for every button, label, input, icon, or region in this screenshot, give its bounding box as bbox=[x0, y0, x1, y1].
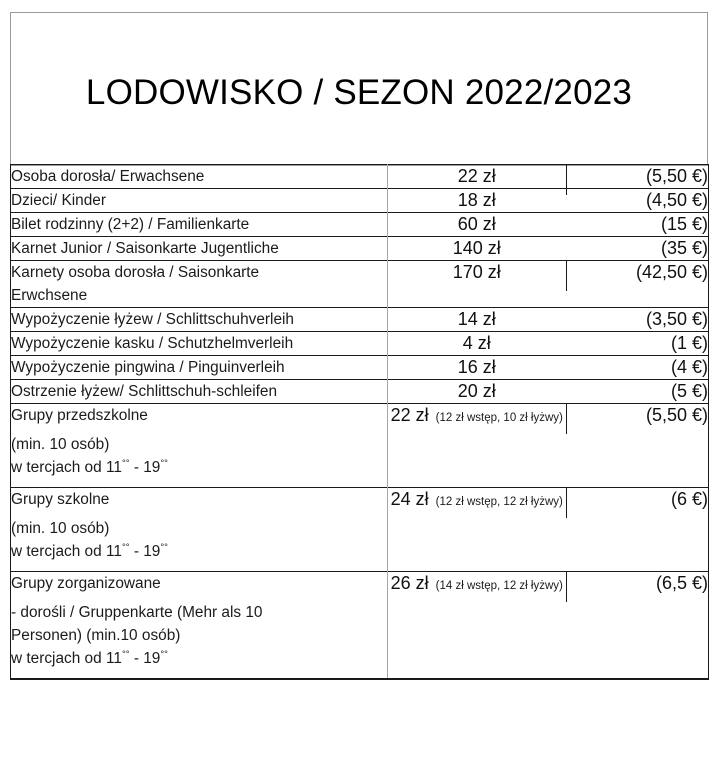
row-label-line2b: Personen) (min.10 osób) bbox=[11, 627, 181, 644]
row-label-line2: (min. 10 osób) bbox=[11, 436, 110, 453]
price-rows-table bbox=[10, 164, 709, 680]
row-price-pln: 16 zł bbox=[388, 356, 566, 380]
row-price-eur: (3,50 €) bbox=[566, 308, 709, 332]
row-price-pln: 22 zł bbox=[388, 165, 566, 189]
row-label: Osoba dorosła/ Erwachsene bbox=[11, 165, 388, 189]
table-row bbox=[11, 261, 709, 308]
row-price-eur-text: (5,50 €) bbox=[645, 166, 708, 186]
table-row-group bbox=[11, 488, 709, 572]
row-price-eur bbox=[566, 165, 709, 189]
row-price-note: (12 zł wstęp, 12 zł łyżwy) bbox=[435, 496, 563, 508]
row-price-note: (12 zł wstęp, 10 zł łyżwy) bbox=[435, 412, 563, 424]
row-price-eur: (15 €) bbox=[566, 213, 709, 237]
degree-sup-start: °° bbox=[121, 648, 130, 660]
row-label-line3 bbox=[11, 540, 387, 563]
row-price-note: (14 zł wstęp, 12 zł łyżwy) bbox=[435, 580, 563, 592]
row-price-eur bbox=[566, 488, 709, 572]
row-label-line3-mid: - 19 bbox=[129, 543, 161, 560]
row-label-line3-mid: - 19 bbox=[129, 650, 161, 667]
title-table bbox=[10, 12, 708, 166]
row-price-eur: (1 €) bbox=[566, 332, 709, 356]
row-price-eur: (35 €) bbox=[566, 237, 709, 261]
row-price-eur-text: (6 €) bbox=[670, 489, 708, 509]
table-row-group bbox=[11, 572, 709, 680]
page-title: LODOWISKO / SEZON 2022/2023 bbox=[85, 73, 633, 112]
row-price-eur-text: (42,50 €) bbox=[635, 262, 708, 282]
table-row bbox=[11, 165, 709, 189]
row-label-line3 bbox=[11, 456, 387, 479]
column-divider bbox=[566, 261, 567, 291]
table-row bbox=[11, 332, 709, 356]
row-label: Bilet rodzinny (2+2) / Familienkarte bbox=[11, 213, 388, 237]
row-price-pln-text: 24 zł bbox=[390, 489, 429, 509]
row-price-eur bbox=[566, 572, 709, 680]
row-price-eur-text: (6,5 €) bbox=[655, 573, 708, 593]
row-label: Karnet Junior / Saisonkarte Jugentliche bbox=[11, 237, 388, 261]
table-row bbox=[11, 213, 709, 237]
row-label-line3-text: w tercjach od 11 bbox=[11, 459, 122, 476]
row-label-line3 bbox=[11, 647, 387, 670]
row-price-pln bbox=[388, 488, 566, 572]
row-label-line2: Erwchsene bbox=[11, 287, 88, 304]
row-label: Ostrzenie łyżew/ Schlittschuh-schleifen bbox=[11, 380, 388, 404]
row-price-pln bbox=[388, 572, 566, 680]
row-label: Wypożyczenie pingwina / Pinguinverleih bbox=[11, 356, 388, 380]
row-label bbox=[11, 488, 388, 572]
row-label-line3-text: w tercjach od 11 bbox=[11, 543, 122, 560]
row-label-line3-mid: - 19 bbox=[129, 459, 161, 476]
row-price-pln: 60 zł bbox=[388, 213, 566, 237]
row-label bbox=[11, 404, 388, 488]
row-price-pln: 18 zł bbox=[388, 189, 566, 213]
row-price-pln: 170 zł bbox=[388, 261, 566, 308]
row-price-pln: 140 zł bbox=[388, 237, 566, 261]
degree-sup-end: °° bbox=[160, 648, 168, 660]
row-price-eur: (4 €) bbox=[566, 356, 709, 380]
column-divider bbox=[566, 572, 567, 602]
row-label-line1: Grupy przedszkolne bbox=[11, 407, 148, 424]
table-row bbox=[11, 189, 709, 213]
row-price-eur bbox=[566, 261, 709, 308]
table-row bbox=[11, 308, 709, 332]
row-price-eur-text: (5,50 €) bbox=[645, 405, 708, 425]
row-label: Wypożyczenie kasku / Schutzhelmverleih bbox=[11, 332, 388, 356]
degree-sup-start: °° bbox=[121, 457, 130, 469]
row-price-pln-text: 22 zł bbox=[390, 405, 429, 425]
column-divider bbox=[566, 488, 567, 518]
table-row-group bbox=[11, 404, 709, 488]
row-label-line2: (min. 10 osób) bbox=[11, 520, 110, 537]
table-row bbox=[11, 237, 709, 261]
row-label: Wypożyczenie łyżew / Schlittschuhverleih bbox=[11, 308, 388, 332]
degree-sup-end: °° bbox=[160, 457, 168, 469]
row-price-eur: (4,50 €) bbox=[566, 189, 709, 213]
row-price-eur bbox=[566, 404, 709, 488]
row-price-pln: 20 zł bbox=[388, 380, 566, 404]
row-price-eur: (5 €) bbox=[566, 380, 709, 404]
row-label-line3-text: w tercjach od 11 bbox=[11, 650, 122, 667]
degree-sup-end: °° bbox=[160, 541, 168, 553]
row-label bbox=[11, 572, 388, 680]
row-label-line1: Grupy szkolne bbox=[11, 491, 110, 508]
row-price-pln bbox=[388, 404, 566, 488]
row-price-pln: 14 zł bbox=[388, 308, 566, 332]
title-cell bbox=[11, 13, 708, 166]
row-label: Dzieci/ Kinder bbox=[11, 189, 388, 213]
degree-sup-start: °° bbox=[121, 541, 130, 553]
row-label-line1: Grupy zorganizowane bbox=[11, 575, 161, 592]
row-label-line1: Karnety osoba dorosła / Saisonkarte bbox=[11, 264, 260, 281]
row-label-line2: - dorośli / Gruppenkarte (Mehr als 10 bbox=[11, 604, 263, 621]
row-price-pln: 4 zł bbox=[388, 332, 566, 356]
row-label bbox=[11, 261, 388, 308]
row-price-pln-text: 26 zł bbox=[390, 573, 429, 593]
column-divider bbox=[566, 404, 567, 434]
table-row bbox=[11, 380, 709, 404]
table-row bbox=[11, 356, 709, 380]
